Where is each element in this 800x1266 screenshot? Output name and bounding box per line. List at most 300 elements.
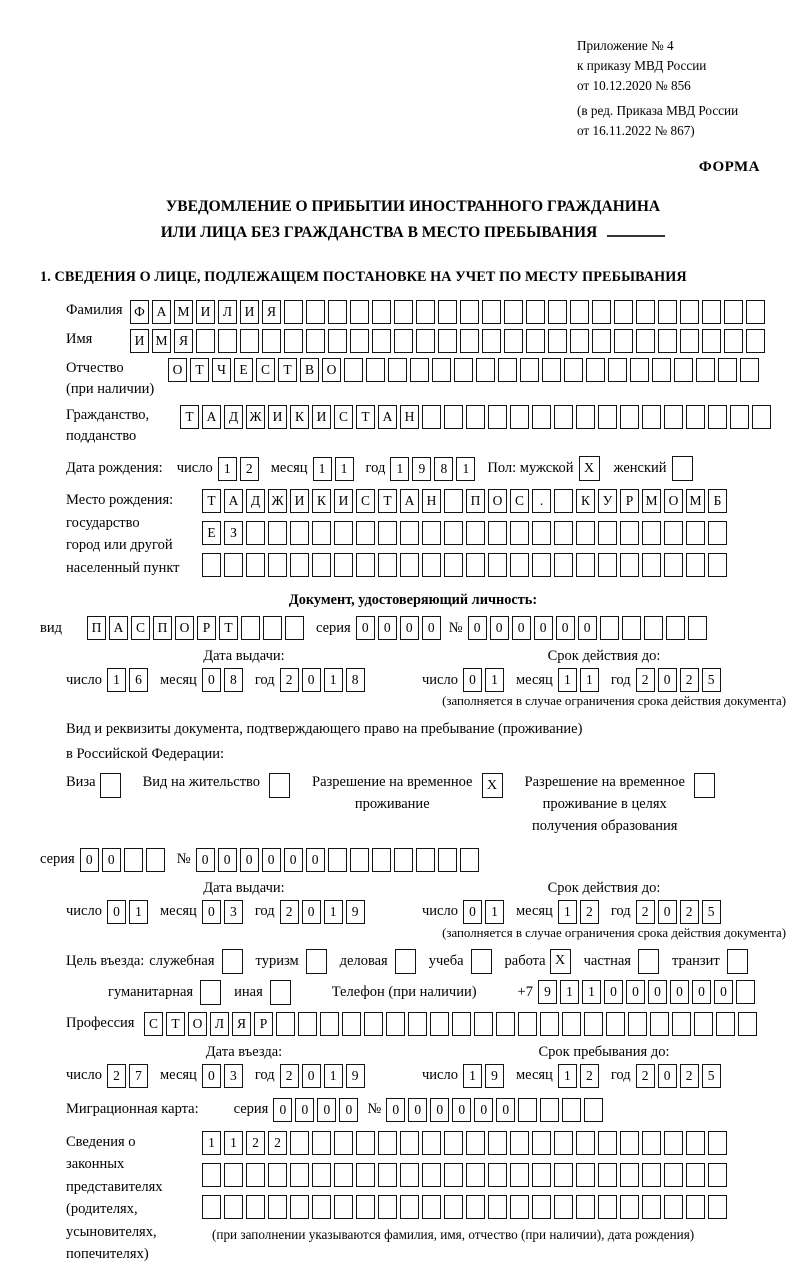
char-cell[interactable]: [716, 1012, 735, 1036]
char-cell[interactable]: [400, 521, 419, 545]
char-cell[interactable]: Р: [620, 489, 639, 513]
char-cell[interactable]: [554, 553, 573, 577]
char-cell[interactable]: [532, 1195, 551, 1219]
char-cell[interactable]: [410, 358, 429, 382]
char-cell[interactable]: [334, 553, 353, 577]
char-cell[interactable]: [576, 1195, 595, 1219]
char-cell[interactable]: [598, 1195, 617, 1219]
doc-issue-month-input[interactable]: [202, 668, 246, 692]
char-cell[interactable]: 0: [474, 1098, 493, 1122]
stay-until-year-input[interactable]: [636, 1064, 724, 1088]
char-cell[interactable]: [356, 1195, 375, 1219]
char-cell[interactable]: [614, 329, 633, 353]
char-cell[interactable]: [285, 616, 304, 640]
char-cell[interactable]: 1: [456, 457, 475, 481]
char-cell[interactable]: 2: [680, 668, 699, 692]
char-cell[interactable]: [452, 1012, 471, 1036]
char-cell[interactable]: [312, 1131, 331, 1155]
transit-checkbox[interactable]: [727, 949, 748, 974]
char-cell[interactable]: [328, 848, 347, 872]
char-cell[interactable]: [620, 553, 639, 577]
char-cell[interactable]: 0: [306, 848, 325, 872]
char-cell[interactable]: [570, 329, 589, 353]
char-cell[interactable]: 2: [280, 1064, 299, 1088]
char-cell[interactable]: 5: [702, 900, 721, 924]
char-cell[interactable]: К: [576, 489, 595, 513]
char-cell[interactable]: Н: [400, 405, 419, 429]
char-cell[interactable]: [408, 1012, 427, 1036]
char-cell[interactable]: [664, 1131, 683, 1155]
char-cell[interactable]: [350, 848, 369, 872]
char-cell[interactable]: [608, 358, 627, 382]
char-cell[interactable]: 0: [556, 616, 575, 640]
doc-number-input[interactable]: [468, 616, 710, 640]
char-cell[interactable]: [696, 358, 715, 382]
char-cell[interactable]: 1: [218, 457, 237, 481]
doc-issue-year-input[interactable]: [280, 668, 368, 692]
char-cell[interactable]: Т: [278, 358, 297, 382]
char-cell[interactable]: [510, 1163, 529, 1187]
char-cell[interactable]: 0: [430, 1098, 449, 1122]
char-cell[interactable]: [444, 489, 463, 513]
stay-issue-month-input[interactable]: [202, 900, 246, 924]
char-cell[interactable]: [416, 300, 435, 324]
char-cell[interactable]: И: [290, 489, 309, 513]
char-cell[interactable]: [268, 1195, 287, 1219]
char-cell[interactable]: [620, 521, 639, 545]
char-cell[interactable]: [688, 616, 707, 640]
char-cell[interactable]: [268, 1163, 287, 1187]
char-cell[interactable]: [246, 1195, 265, 1219]
legal-line2-input[interactable]: [202, 1163, 730, 1187]
char-cell[interactable]: [510, 1195, 529, 1219]
char-cell[interactable]: И: [312, 405, 331, 429]
char-cell[interactable]: [474, 1012, 493, 1036]
char-cell[interactable]: [400, 1195, 419, 1219]
char-cell[interactable]: [686, 1195, 705, 1219]
char-cell[interactable]: [606, 1012, 625, 1036]
char-cell[interactable]: [554, 1131, 573, 1155]
char-cell[interactable]: [636, 329, 655, 353]
char-cell[interactable]: [620, 1131, 639, 1155]
humanitarian-checkbox[interactable]: [200, 980, 221, 1005]
char-cell[interactable]: [438, 848, 457, 872]
char-cell[interactable]: О: [322, 358, 341, 382]
char-cell[interactable]: 2: [636, 668, 655, 692]
char-cell[interactable]: [416, 329, 435, 353]
residence-permit-checkbox[interactable]: [269, 773, 290, 798]
char-cell[interactable]: [730, 405, 749, 429]
doc-issue-day-input[interactable]: [107, 668, 151, 692]
char-cell[interactable]: С: [131, 616, 150, 640]
char-cell[interactable]: [686, 1131, 705, 1155]
char-cell[interactable]: У: [598, 489, 617, 513]
char-cell[interactable]: [334, 1195, 353, 1219]
char-cell[interactable]: А: [400, 489, 419, 513]
char-cell[interactable]: 0: [463, 900, 482, 924]
char-cell[interactable]: [366, 358, 385, 382]
char-cell[interactable]: 0: [356, 616, 375, 640]
char-cell[interactable]: [584, 1098, 603, 1122]
official-checkbox[interactable]: [222, 949, 243, 974]
stay-series-input[interactable]: [80, 848, 168, 872]
char-cell[interactable]: Л: [210, 1012, 229, 1036]
char-cell[interactable]: 0: [302, 668, 321, 692]
entry-month-input[interactable]: [202, 1064, 246, 1088]
char-cell[interactable]: [438, 300, 457, 324]
char-cell[interactable]: 0: [604, 980, 623, 1004]
char-cell[interactable]: 3: [224, 1064, 243, 1088]
private-checkbox[interactable]: [638, 949, 659, 974]
char-cell[interactable]: [620, 1163, 639, 1187]
char-cell[interactable]: 0: [273, 1098, 292, 1122]
birth-month-input[interactable]: [313, 457, 357, 481]
char-cell[interactable]: И: [334, 489, 353, 513]
char-cell[interactable]: [334, 1163, 353, 1187]
stay-issue-day-input[interactable]: [107, 900, 151, 924]
char-cell[interactable]: 0: [408, 1098, 427, 1122]
char-cell[interactable]: [466, 1131, 485, 1155]
char-cell[interactable]: [241, 616, 260, 640]
char-cell[interactable]: 1: [558, 668, 577, 692]
char-cell[interactable]: [554, 521, 573, 545]
char-cell[interactable]: [416, 848, 435, 872]
char-cell[interactable]: 1: [224, 1131, 243, 1155]
char-cell[interactable]: 2: [280, 900, 299, 924]
char-cell[interactable]: 8: [224, 668, 243, 692]
char-cell[interactable]: [312, 1163, 331, 1187]
char-cell[interactable]: [432, 358, 451, 382]
char-cell[interactable]: [576, 405, 595, 429]
temp-residence-education-checkbox[interactable]: [694, 773, 715, 798]
char-cell[interactable]: [202, 1195, 221, 1219]
char-cell[interactable]: [532, 521, 551, 545]
char-cell[interactable]: [400, 1131, 419, 1155]
char-cell[interactable]: [740, 358, 759, 382]
char-cell[interactable]: Ф: [130, 300, 149, 324]
char-cell[interactable]: Ж: [246, 405, 265, 429]
char-cell[interactable]: [708, 521, 727, 545]
char-cell[interactable]: [488, 1195, 507, 1219]
char-cell[interactable]: 1: [324, 1064, 343, 1088]
char-cell[interactable]: 0: [658, 668, 677, 692]
char-cell[interactable]: Т: [166, 1012, 185, 1036]
char-cell[interactable]: 0: [240, 848, 259, 872]
stay-expiry-year-input[interactable]: [636, 900, 724, 924]
char-cell[interactable]: [642, 553, 661, 577]
char-cell[interactable]: [466, 1195, 485, 1219]
birthplace-line1-input[interactable]: [202, 489, 730, 513]
char-cell[interactable]: [438, 329, 457, 353]
char-cell[interactable]: [504, 329, 523, 353]
char-cell[interactable]: 0: [452, 1098, 471, 1122]
char-cell[interactable]: [652, 358, 671, 382]
entry-year-input[interactable]: [280, 1064, 368, 1088]
char-cell[interactable]: [394, 300, 413, 324]
char-cell[interactable]: 0: [658, 900, 677, 924]
char-cell[interactable]: [482, 300, 501, 324]
char-cell[interactable]: В: [300, 358, 319, 382]
char-cell[interactable]: [482, 329, 501, 353]
char-cell[interactable]: Т: [180, 405, 199, 429]
char-cell[interactable]: [518, 1098, 537, 1122]
surname-input[interactable]: [130, 300, 768, 324]
doc-type-input[interactable]: [87, 616, 307, 640]
char-cell[interactable]: С: [144, 1012, 163, 1036]
char-cell[interactable]: 0: [196, 848, 215, 872]
char-cell[interactable]: [488, 405, 507, 429]
char-cell[interactable]: [356, 1131, 375, 1155]
stay-issue-year-input[interactable]: [280, 900, 368, 924]
char-cell[interactable]: [708, 1163, 727, 1187]
char-cell[interactable]: [488, 521, 507, 545]
char-cell[interactable]: 5: [702, 1064, 721, 1088]
char-cell[interactable]: [708, 405, 727, 429]
char-cell[interactable]: [570, 300, 589, 324]
char-cell[interactable]: З: [224, 521, 243, 545]
char-cell[interactable]: [708, 553, 727, 577]
char-cell[interactable]: И: [130, 329, 149, 353]
char-cell[interactable]: 2: [280, 668, 299, 692]
char-cell[interactable]: 0: [295, 1098, 314, 1122]
char-cell[interactable]: П: [466, 489, 485, 513]
char-cell[interactable]: [554, 489, 573, 513]
patronymic-input[interactable]: [168, 358, 762, 382]
char-cell[interactable]: [386, 1012, 405, 1036]
char-cell[interactable]: [306, 300, 325, 324]
char-cell[interactable]: [564, 358, 583, 382]
char-cell[interactable]: [620, 1195, 639, 1219]
char-cell[interactable]: Н: [422, 489, 441, 513]
char-cell[interactable]: 0: [714, 980, 733, 1004]
char-cell[interactable]: [454, 358, 473, 382]
birthplace-line2-input[interactable]: [202, 521, 730, 545]
char-cell[interactable]: 0: [302, 900, 321, 924]
char-cell[interactable]: [312, 521, 331, 545]
char-cell[interactable]: [202, 553, 221, 577]
char-cell[interactable]: 0: [378, 616, 397, 640]
char-cell[interactable]: 0: [648, 980, 667, 1004]
char-cell[interactable]: [666, 616, 685, 640]
char-cell[interactable]: 0: [339, 1098, 358, 1122]
char-cell[interactable]: А: [224, 489, 243, 513]
char-cell[interactable]: [444, 1195, 463, 1219]
char-cell[interactable]: Л: [218, 300, 237, 324]
char-cell[interactable]: [400, 553, 419, 577]
char-cell[interactable]: [724, 329, 743, 353]
char-cell[interactable]: [576, 553, 595, 577]
temp-residence-checkbox[interactable]: X: [482, 773, 503, 798]
char-cell[interactable]: 1: [582, 980, 601, 1004]
char-cell[interactable]: .: [532, 489, 551, 513]
char-cell[interactable]: [642, 405, 661, 429]
char-cell[interactable]: 1: [129, 900, 148, 924]
char-cell[interactable]: [422, 1163, 441, 1187]
char-cell[interactable]: [548, 300, 567, 324]
char-cell[interactable]: 0: [490, 616, 509, 640]
char-cell[interactable]: 6: [129, 668, 148, 692]
char-cell[interactable]: С: [256, 358, 275, 382]
char-cell[interactable]: 9: [485, 1064, 504, 1088]
char-cell[interactable]: С: [510, 489, 529, 513]
char-cell[interactable]: [592, 300, 611, 324]
char-cell[interactable]: [664, 553, 683, 577]
char-cell[interactable]: Т: [356, 405, 375, 429]
char-cell[interactable]: 0: [578, 616, 597, 640]
char-cell[interactable]: [488, 1163, 507, 1187]
char-cell[interactable]: М: [152, 329, 171, 353]
char-cell[interactable]: 1: [485, 668, 504, 692]
char-cell[interactable]: [686, 405, 705, 429]
char-cell[interactable]: [694, 1012, 713, 1036]
char-cell[interactable]: [752, 405, 771, 429]
char-cell[interactable]: 0: [202, 668, 221, 692]
char-cell[interactable]: [400, 1163, 419, 1187]
char-cell[interactable]: И: [196, 300, 215, 324]
char-cell[interactable]: [664, 1163, 683, 1187]
char-cell[interactable]: [378, 521, 397, 545]
char-cell[interactable]: [584, 1012, 603, 1036]
char-cell[interactable]: [356, 521, 375, 545]
char-cell[interactable]: [708, 1195, 727, 1219]
birth-year-input[interactable]: [390, 457, 478, 481]
char-cell[interactable]: [290, 521, 309, 545]
char-cell[interactable]: 2: [240, 457, 259, 481]
char-cell[interactable]: [554, 405, 573, 429]
char-cell[interactable]: [320, 1012, 339, 1036]
char-cell[interactable]: 9: [412, 457, 431, 481]
char-cell[interactable]: [356, 1163, 375, 1187]
char-cell[interactable]: [498, 358, 517, 382]
char-cell[interactable]: [394, 329, 413, 353]
char-cell[interactable]: [718, 358, 737, 382]
char-cell[interactable]: [394, 848, 413, 872]
char-cell[interactable]: [680, 329, 699, 353]
char-cell[interactable]: О: [175, 616, 194, 640]
char-cell[interactable]: [576, 1163, 595, 1187]
char-cell[interactable]: О: [664, 489, 683, 513]
char-cell[interactable]: [598, 553, 617, 577]
entry-day-input[interactable]: [107, 1064, 151, 1088]
char-cell[interactable]: [686, 521, 705, 545]
char-cell[interactable]: [554, 1195, 573, 1219]
phone-input[interactable]: [538, 980, 758, 1004]
char-cell[interactable]: 1: [107, 668, 126, 692]
char-cell[interactable]: П: [87, 616, 106, 640]
char-cell[interactable]: [460, 848, 479, 872]
char-cell[interactable]: [686, 553, 705, 577]
char-cell[interactable]: М: [174, 300, 193, 324]
char-cell[interactable]: [263, 616, 282, 640]
char-cell[interactable]: [554, 1163, 573, 1187]
char-cell[interactable]: [680, 300, 699, 324]
stay-until-month-input[interactable]: [558, 1064, 602, 1088]
char-cell[interactable]: [622, 616, 641, 640]
work-checkbox[interactable]: X: [550, 949, 571, 974]
char-cell[interactable]: [312, 553, 331, 577]
char-cell[interactable]: 3: [224, 900, 243, 924]
char-cell[interactable]: 9: [538, 980, 557, 1004]
char-cell[interactable]: [562, 1012, 581, 1036]
char-cell[interactable]: Я: [174, 329, 193, 353]
char-cell[interactable]: 0: [218, 848, 237, 872]
char-cell[interactable]: [488, 1131, 507, 1155]
char-cell[interactable]: 0: [80, 848, 99, 872]
char-cell[interactable]: [224, 1163, 243, 1187]
char-cell[interactable]: 9: [346, 1064, 365, 1088]
char-cell[interactable]: Д: [224, 405, 243, 429]
char-cell[interactable]: 0: [463, 668, 482, 692]
char-cell[interactable]: 5: [702, 668, 721, 692]
migcard-number-input[interactable]: [386, 1098, 606, 1122]
char-cell[interactable]: С: [356, 489, 375, 513]
business-checkbox[interactable]: [395, 949, 416, 974]
char-cell[interactable]: [246, 553, 265, 577]
char-cell[interactable]: [630, 358, 649, 382]
char-cell[interactable]: [674, 358, 693, 382]
doc-expiry-day-input[interactable]: [463, 668, 507, 692]
char-cell[interactable]: [422, 405, 441, 429]
char-cell[interactable]: [262, 329, 281, 353]
char-cell[interactable]: [372, 329, 391, 353]
char-cell[interactable]: 0: [102, 848, 121, 872]
doc-expiry-year-input[interactable]: [636, 668, 724, 692]
stay-until-day-input[interactable]: [463, 1064, 507, 1088]
char-cell[interactable]: 0: [386, 1098, 405, 1122]
char-cell[interactable]: [664, 405, 683, 429]
char-cell[interactable]: [342, 1012, 361, 1036]
char-cell[interactable]: 0: [107, 900, 126, 924]
char-cell[interactable]: 0: [284, 848, 303, 872]
char-cell[interactable]: [328, 300, 347, 324]
char-cell[interactable]: 2: [107, 1064, 126, 1088]
char-cell[interactable]: Т: [190, 358, 209, 382]
char-cell[interactable]: [444, 405, 463, 429]
char-cell[interactable]: [306, 329, 325, 353]
char-cell[interactable]: [268, 553, 287, 577]
char-cell[interactable]: [312, 1195, 331, 1219]
char-cell[interactable]: [430, 1012, 449, 1036]
char-cell[interactable]: 1: [324, 900, 343, 924]
char-cell[interactable]: [658, 300, 677, 324]
char-cell[interactable]: [224, 1195, 243, 1219]
char-cell[interactable]: [290, 553, 309, 577]
char-cell[interactable]: [532, 553, 551, 577]
char-cell[interactable]: [746, 329, 765, 353]
stay-expiry-day-input[interactable]: [463, 900, 507, 924]
char-cell[interactable]: [422, 553, 441, 577]
char-cell[interactable]: [686, 1163, 705, 1187]
char-cell[interactable]: Ж: [268, 489, 287, 513]
char-cell[interactable]: Е: [234, 358, 253, 382]
birth-day-input[interactable]: [218, 457, 262, 481]
char-cell[interactable]: 0: [626, 980, 645, 1004]
char-cell[interactable]: [598, 1163, 617, 1187]
char-cell[interactable]: [586, 358, 605, 382]
char-cell[interactable]: [496, 1012, 515, 1036]
char-cell[interactable]: [642, 1131, 661, 1155]
char-cell[interactable]: [224, 553, 243, 577]
char-cell[interactable]: К: [290, 405, 309, 429]
char-cell[interactable]: 9: [346, 900, 365, 924]
char-cell[interactable]: [650, 1012, 669, 1036]
char-cell[interactable]: [708, 1131, 727, 1155]
char-cell[interactable]: [124, 848, 143, 872]
char-cell[interactable]: 0: [317, 1098, 336, 1122]
char-cell[interactable]: 7: [129, 1064, 148, 1088]
char-cell[interactable]: П: [153, 616, 172, 640]
char-cell[interactable]: И: [240, 300, 259, 324]
